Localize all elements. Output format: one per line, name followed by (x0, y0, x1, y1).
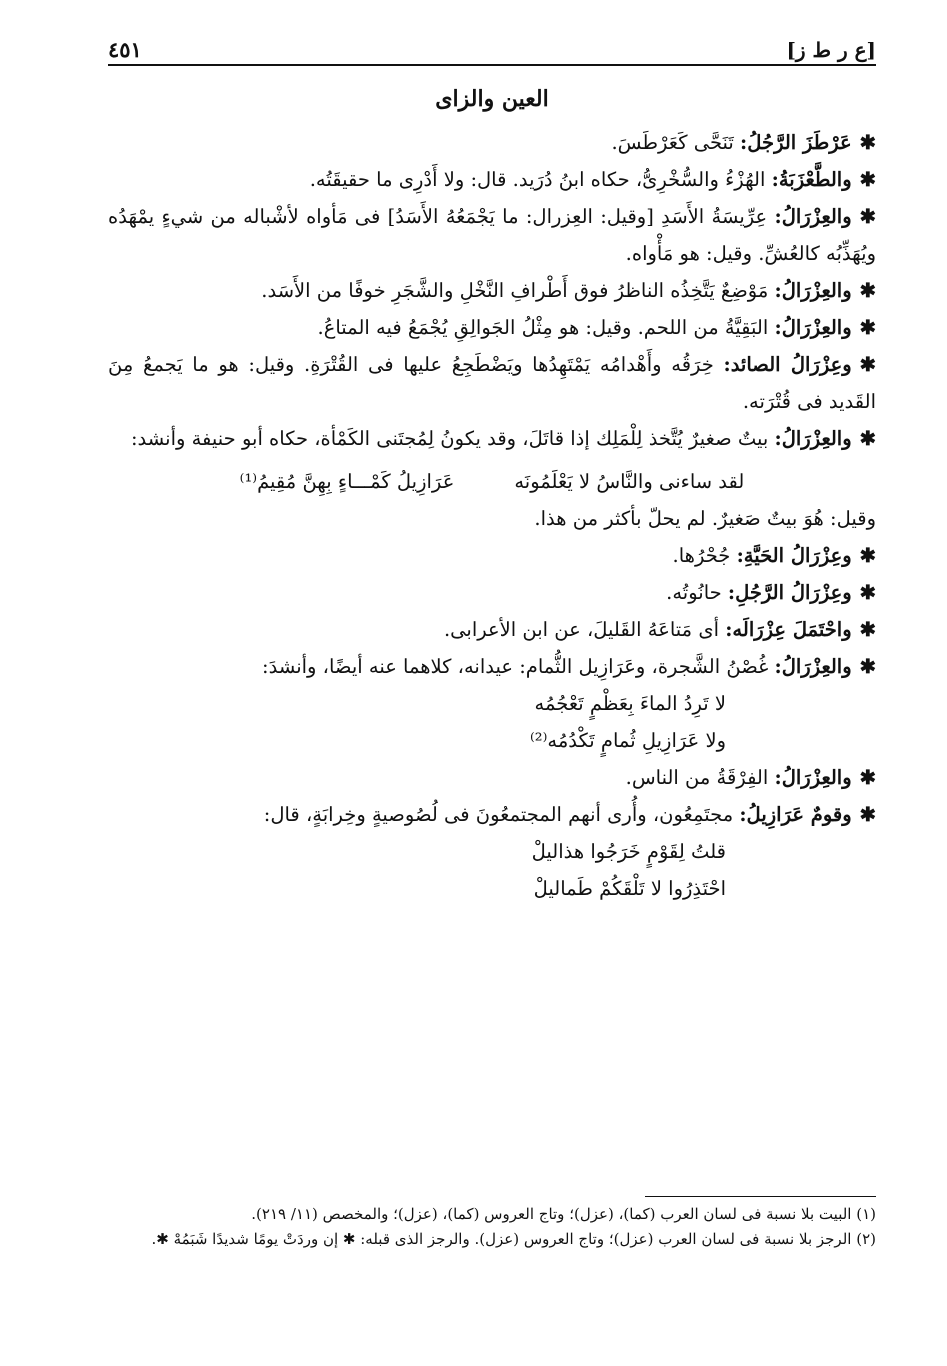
entry-head: وعِزْرَالُ الصائد: (723, 353, 852, 376)
entry-head: والطَّعْزَبَةُ: (771, 168, 852, 191)
asterisk-icon: ✱ (859, 168, 876, 191)
entry-text: عِرِّيسَةُ الأَسَدِ [وقيل: العِزرال: ما يَجْمَعُهُ الأَسَدُ] فى مَأواه لأشْباله من شيءٍ يمْهَدُه ويُهَذِّبُه كالعُشِّ. وقيل: هو مَأْواه. (108, 205, 876, 265)
running-root: [ع ر ط ز] (786, 38, 876, 62)
entry (108, 198, 876, 272)
entry-text: مجتَمِعُون، وأُرى أنهم المجتمعُونَ فى لُصُوصيةٍ وخِرابَةٍ، قال: (263, 803, 740, 826)
asterisk-icon: ✱ (859, 766, 876, 789)
asterisk-icon: ✱ (859, 353, 876, 376)
rajaz-line: احْتَذِرُوا لا تَلْقَكُمْ طَماليلْ (533, 877, 726, 900)
asterisk-icon: ✱ (859, 427, 876, 450)
entry (108, 346, 876, 420)
asterisk-icon: ✱ (859, 655, 876, 678)
asterisk-icon: ✱ (859, 279, 876, 302)
entry (108, 161, 876, 198)
entry-text: الفِرْقَةُ من الناس. (625, 766, 775, 789)
entry-head: والعِزْرَالُ: (774, 279, 852, 302)
entry-text: خِرَقُه وأَهْدامُه يَمْتَهِدُها ويَضْطَجِعُ عليها فى القُتْرَةِ. وقيل: هو ما يَجمعُ مِنَ القَديد فى قُتْرَته. (108, 353, 876, 413)
rajaz-line: قلتُ لِقَوْمٍ خَرَجُوا هذاليلْ (531, 840, 726, 863)
verse-second-hemistich: عَرَازِيلُ كَمْـــاءٍ بِهِنَّ مُقِيمُ⁽¹⁾ (239, 470, 455, 493)
page-header (108, 28, 876, 62)
entry-text: حانُوتُه. (666, 581, 728, 604)
entry (108, 272, 876, 309)
asterisk-icon: ✱ (859, 544, 876, 567)
entry-head: وقومٌ عَرَازِيلُ: (739, 803, 852, 826)
entry (108, 574, 876, 611)
entry-head: والعِزْرَالُ: (774, 427, 852, 450)
asterisk-icon: ✱ (859, 131, 876, 154)
rajaz-line: ولا عَرَازِيلِ ثُمامٍ تَكْدُمُه⁽²⁾ (529, 729, 726, 752)
entry (108, 796, 876, 833)
asterisk-icon: ✱ (859, 581, 876, 604)
entry-head: والعِزْرَالُ: (774, 316, 852, 339)
page-number: ٤٥١ (108, 37, 142, 62)
entry-head: والعِزْرَالُ: (774, 205, 852, 228)
entry (108, 537, 876, 574)
entry-text: البَقِيَّةُ من اللحم. وقيل: هو مِثْلُ الجَوالِقِ يُجْمَعُ فيه المتاعُ. (317, 316, 775, 339)
section-title: العين والزاى (435, 86, 549, 112)
entry-head: والعِزْرَالُ: (774, 766, 852, 789)
entry (108, 648, 876, 685)
poetry-verse (108, 463, 876, 500)
entry-head: واحْتَمَلَ عِزْرَالَه: (725, 618, 852, 641)
header-rule (108, 64, 876, 66)
paragraph: وقيل: هُوَ بيتٌ صَغيرٌ. لم يحلّ بأكثر من هذا. (534, 507, 876, 530)
entry (108, 124, 876, 161)
asterisk-icon: ✱ (859, 803, 876, 826)
entry-head: وعِزْرَالُ الرَّجُلِ: (727, 581, 852, 604)
footnote: (١) البيت بلا نسبة فى لسان العرب (كما)، (عزل)؛ وتاج العروس (كما)، (عزل)؛ والمخصص (١١/ ٢١٩). (251, 1205, 876, 1223)
entry-head: والعِزْرَالُ: (774, 655, 852, 678)
footnote: (٢) الرجز بلا نسبة فى لسان العرب (عزل)؛ وتاج العروس (عزل). والرجز الذى قبله: ✱ إن وردَتْ يومًا شديدًا شَبَمُهْ ✱. (151, 1230, 876, 1248)
entry (108, 420, 876, 457)
entry-head: وعِزْرَالُ الحَيَّةِ: (736, 544, 852, 567)
entry-text: بيتٌ صغيرٌ يُتَّخذ لِلْمَلِك إذا قاتَلَ، وقد يكونُ لِمُجتَنى الكَمْأة، حكاه أبو حنيفة وأنشد: (130, 427, 775, 450)
rajaz-line: لا تَرِدُ الماءَ بِعَظْمٍ تَعْجُمُه (534, 692, 726, 715)
verse-first-hemistich: لقد ساءنى والنَّاسُ لا يَعْلَمُونَه (514, 470, 745, 493)
entry-text: الهُزْءُ والسُّخْرِىُّ، حكاه ابنُ دُرَيد. قال: ولا أَدْرِى ما حقيقَتُه. (309, 168, 772, 191)
entry (108, 759, 876, 796)
asterisk-icon: ✱ (859, 316, 876, 339)
entry (108, 309, 876, 346)
main-text (108, 124, 876, 907)
footnotes (108, 1202, 876, 1252)
asterisk-icon: ✱ (859, 618, 876, 641)
entry-text: مَوْضِعٌ يَتَّخِذُه الناظرُ فوق أَطْرافِ النَّخْلِ والشَّجَرِ خوفًا من الأَسَد. (261, 279, 775, 302)
entry-text: أى مَتاعَهُ القَليلَ، عن ابن الأعرابى. (443, 618, 726, 641)
entry-text: جُحْرُها. (672, 544, 737, 567)
entry-head: عَرْطَزَ الرَّجُلُ: (740, 131, 852, 154)
footnote-rule (645, 1196, 876, 1197)
entry (108, 611, 876, 648)
entry-text: غُصْنُ الشَّجرة، وعَرَازِيل الثُّمام: عيدانه، كلاهما عنه أيضًا، وأنشدَ: (262, 655, 775, 678)
entry-text: تَنَحَّى كَعَرْطَسَ. (611, 131, 741, 154)
asterisk-icon: ✱ (859, 205, 876, 228)
